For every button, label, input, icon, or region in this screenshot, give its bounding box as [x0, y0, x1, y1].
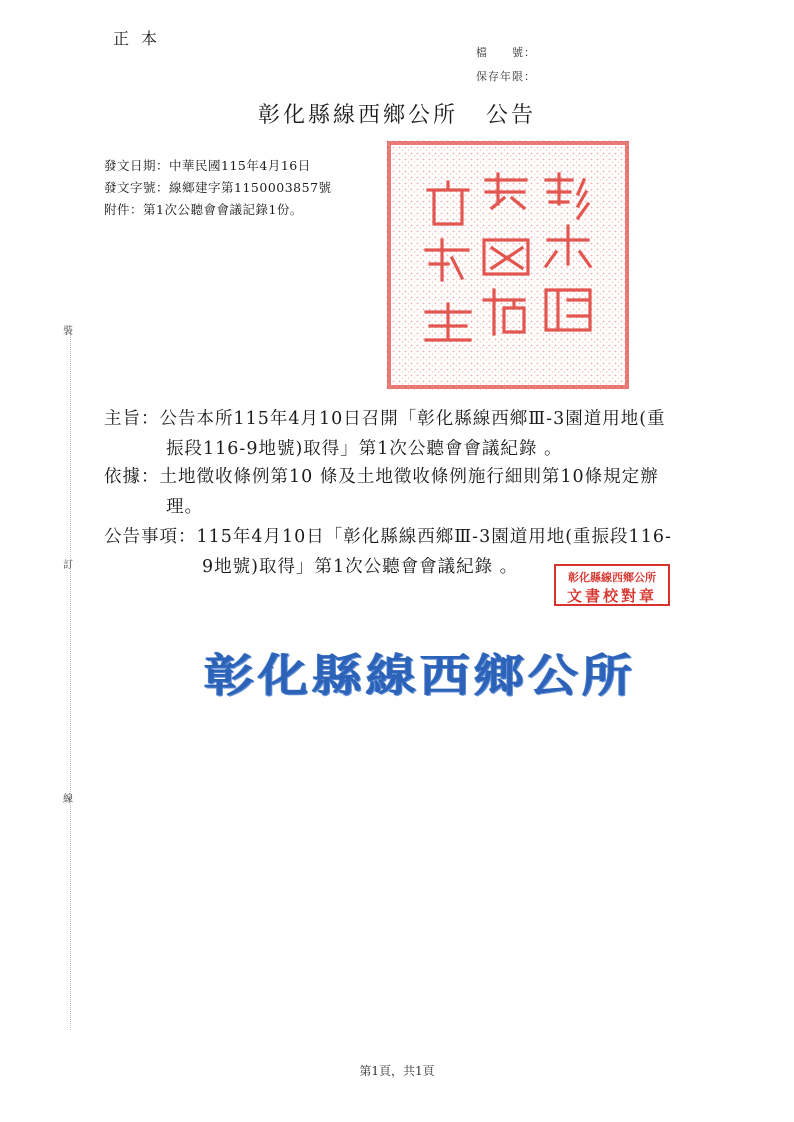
file-number-label: 檔 號：: [476, 46, 536, 59]
doc-number-value: 線鄉建字第1150003857號: [169, 180, 332, 195]
attachment-row: [104, 200, 303, 218]
issue-date-value: 中華民國115年4月16日: [169, 158, 311, 173]
attachment-value: 第1次公聽會會議記錄1份。: [143, 202, 303, 217]
subject-line-1: [104, 404, 666, 434]
basis-text-2: 理。: [166, 497, 203, 517]
title-org: 彰化縣線西鄉公所: [257, 103, 458, 128]
notice-line-1: [104, 522, 672, 552]
subject-text-2: 振段116-9地號)取得」第1次公聽會會議紀錄 。: [166, 439, 563, 459]
binding-line: [70, 330, 71, 1030]
binding-char-xian: 線: [63, 794, 73, 805]
proof-stamp-line-1: 彰化縣線西鄉公所: [568, 571, 656, 584]
proof-stamp-line-2: 文書校對章: [566, 587, 657, 605]
subject-text-1: 公告本所115年4月10日召開「彰化縣線西鄉Ⅲ-3園道用地(重: [159, 409, 666, 429]
copy-label: 正本: [113, 29, 170, 48]
notice-text-2: 9地號)取得」第1次公聽會會議紀錄 。: [202, 557, 519, 577]
basis-text-1: 土地徵收條例第10 條及土地徵收條例施行細則第10條規定辦: [159, 467, 659, 487]
doc-number-label: 發文字號：: [104, 180, 170, 195]
official-seal-image: [386, 140, 630, 390]
doc-number-row: [104, 178, 332, 196]
subject-label: 主旨：: [104, 409, 160, 429]
basis-label: 依據：: [104, 467, 160, 487]
issue-date-row: [104, 156, 311, 174]
title-type: 公告: [486, 103, 537, 128]
blue-signature-stamp: 彰化縣線西鄉公所: [204, 648, 636, 702]
page-number: 第1頁，共1頁: [359, 1064, 435, 1078]
basis-line-1: [104, 462, 659, 492]
issue-date-label: 發文日期：: [104, 158, 170, 173]
notice-text-1: 115年4月10日「彰化縣線西鄉Ⅲ-3園道用地(重振段116-: [196, 527, 672, 547]
retention-label: 保存年限：: [476, 70, 536, 83]
proofreading-stamp: [554, 564, 670, 606]
notice-label: 公告事項：: [104, 527, 197, 547]
binding-char-zhuang: 裝: [63, 326, 73, 337]
attachment-label: 附件：: [104, 202, 144, 217]
document-title: [0, 98, 794, 129]
binding-char-ding: 訂: [63, 560, 73, 571]
